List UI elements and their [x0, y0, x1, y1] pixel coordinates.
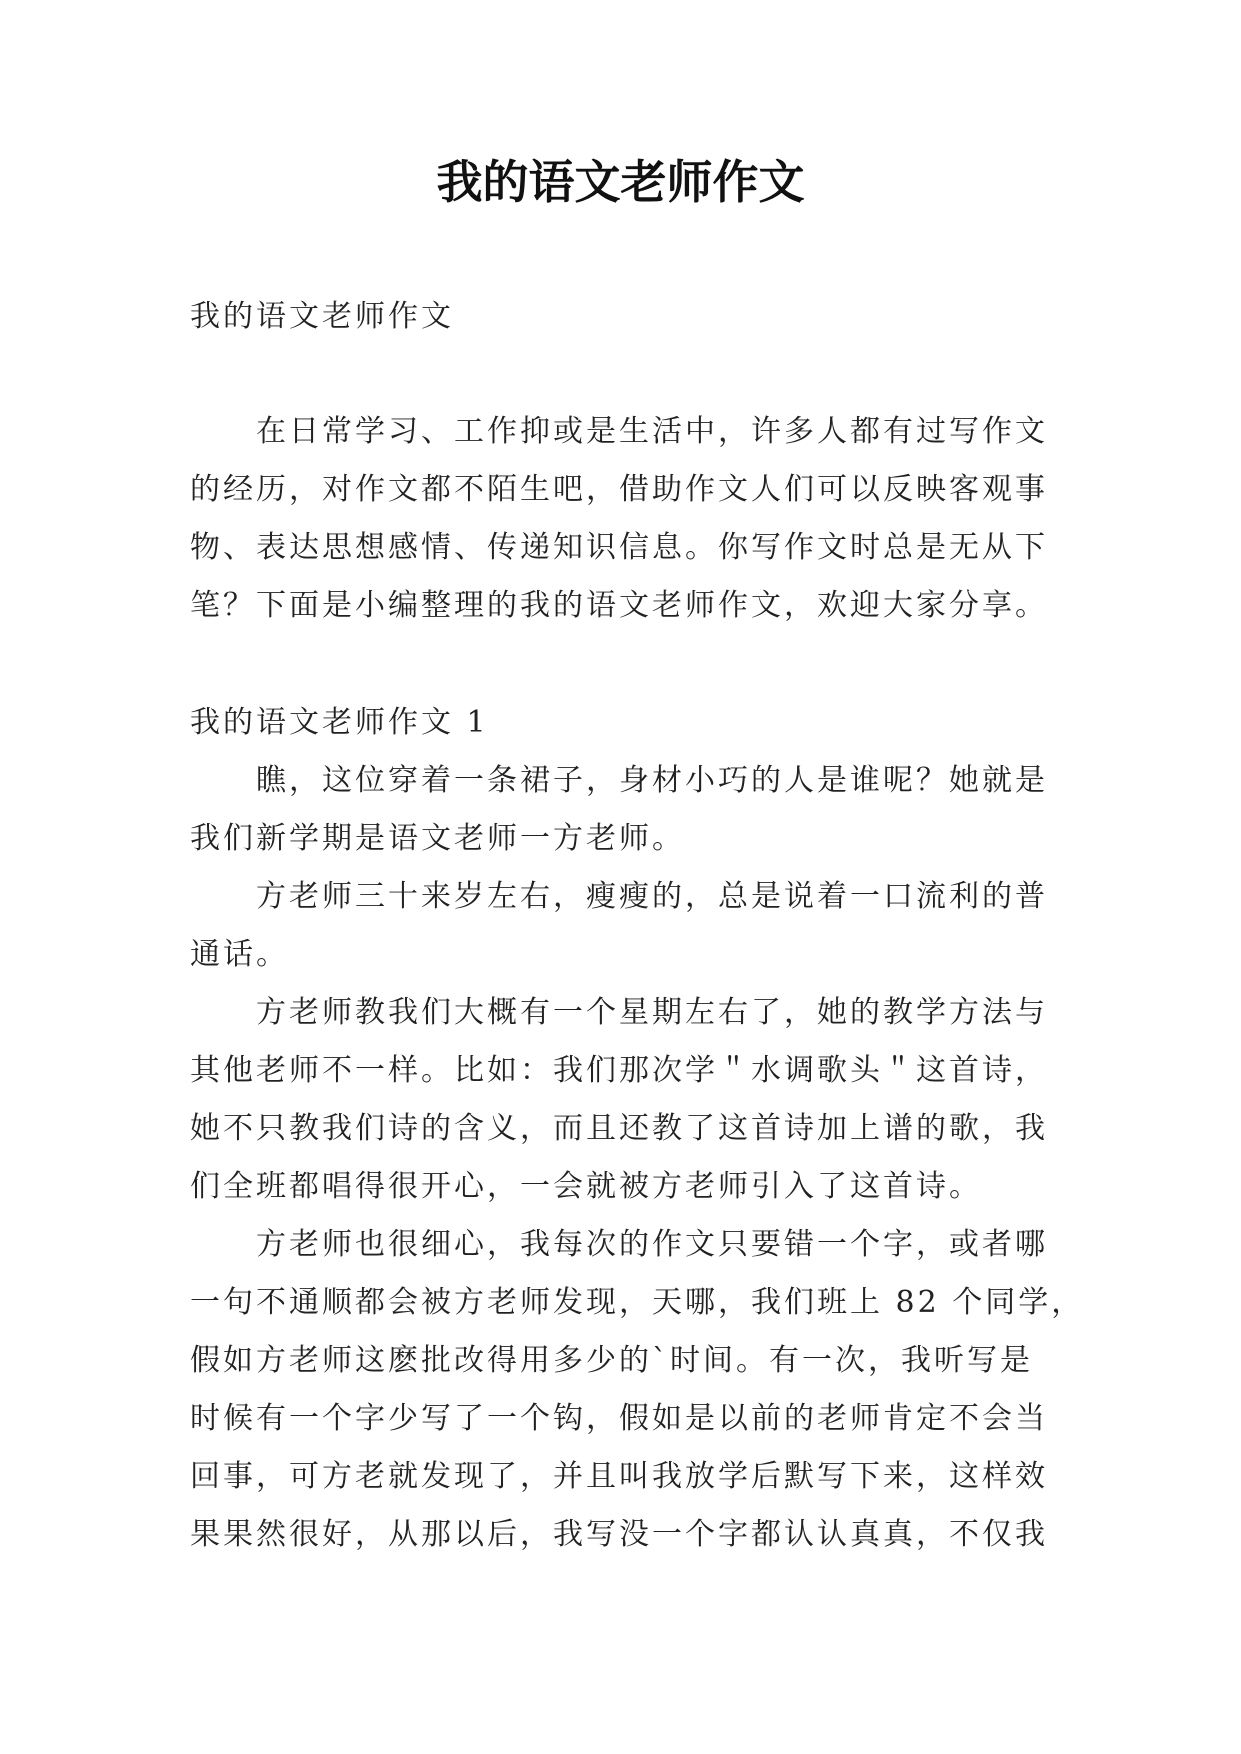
- body-line: 果果然很好，从那以后，我写没一个字都认认真真，不仅我: [190, 1517, 1048, 1552]
- body-line: 方老师教我们大概有一个星期左右了，她的教学方法与: [256, 995, 1048, 1030]
- section-heading-line: 我的语文老师作文 1: [190, 705, 489, 740]
- intro-line: 在日常学习、工作抑或是生活中，许多人都有过写作文: [256, 414, 1048, 449]
- document-subtitle: [190, 288, 1070, 346]
- body-line: 一句不通顺都会被方老师发现，天哪，我们班上 82 个同学，: [190, 1285, 1085, 1320]
- body-line: 们全班都唱得很开心，一会就被方老师引入了这首诗。: [190, 1169, 982, 1204]
- subtitle-line: 我的语文老师作文: [190, 299, 454, 334]
- body-line: 时候有一个字少写了一个钩，假如是以前的老师肯定不会当: [190, 1401, 1048, 1436]
- intro-line: 的经历，对作文都不陌生吧，借助作文人们可以反映客观事: [190, 472, 1048, 507]
- body-line: 我们新学期是语文老师一方老师。: [190, 821, 685, 856]
- body-line: 她不只教我们诗的含义，而且还教了这首诗加上谱的歌，我: [190, 1111, 1048, 1146]
- body-line: 其他老师不一样。比如：我们那次学＂水调歌头＂这首诗，: [190, 1053, 1048, 1088]
- intro-line: 笔？下面是小编整理的我的语文老师作文，欢迎大家分享。: [190, 588, 1048, 623]
- document-title: 我的语文老师作文: [436, 155, 805, 209]
- section-body: [190, 752, 1085, 1564]
- section-heading: [190, 694, 1070, 752]
- body-line: 方老师也很细心，我每次的作文只要错一个字，或者哪: [256, 1227, 1048, 1262]
- body-line: 通话。: [190, 937, 289, 972]
- body-line: 假如方老师这麽批改得用多少的`时间。有一次，我听写是: [190, 1343, 1033, 1378]
- intro-paragraph: [190, 403, 1070, 635]
- body-line: 瞧，这位穿着一条裙子，身材小巧的人是谁呢？她就是: [256, 763, 1048, 798]
- intro-line: 物、表达思想感情、传递知识信息。你写作文时总是无从下: [190, 530, 1048, 565]
- body-line: 回事，可方老就发现了，并且叫我放学后默写下来，这样效: [190, 1459, 1048, 1494]
- body-line: 方老师三十来岁左右，瘦瘦的，总是说着一口流利的普: [256, 879, 1048, 914]
